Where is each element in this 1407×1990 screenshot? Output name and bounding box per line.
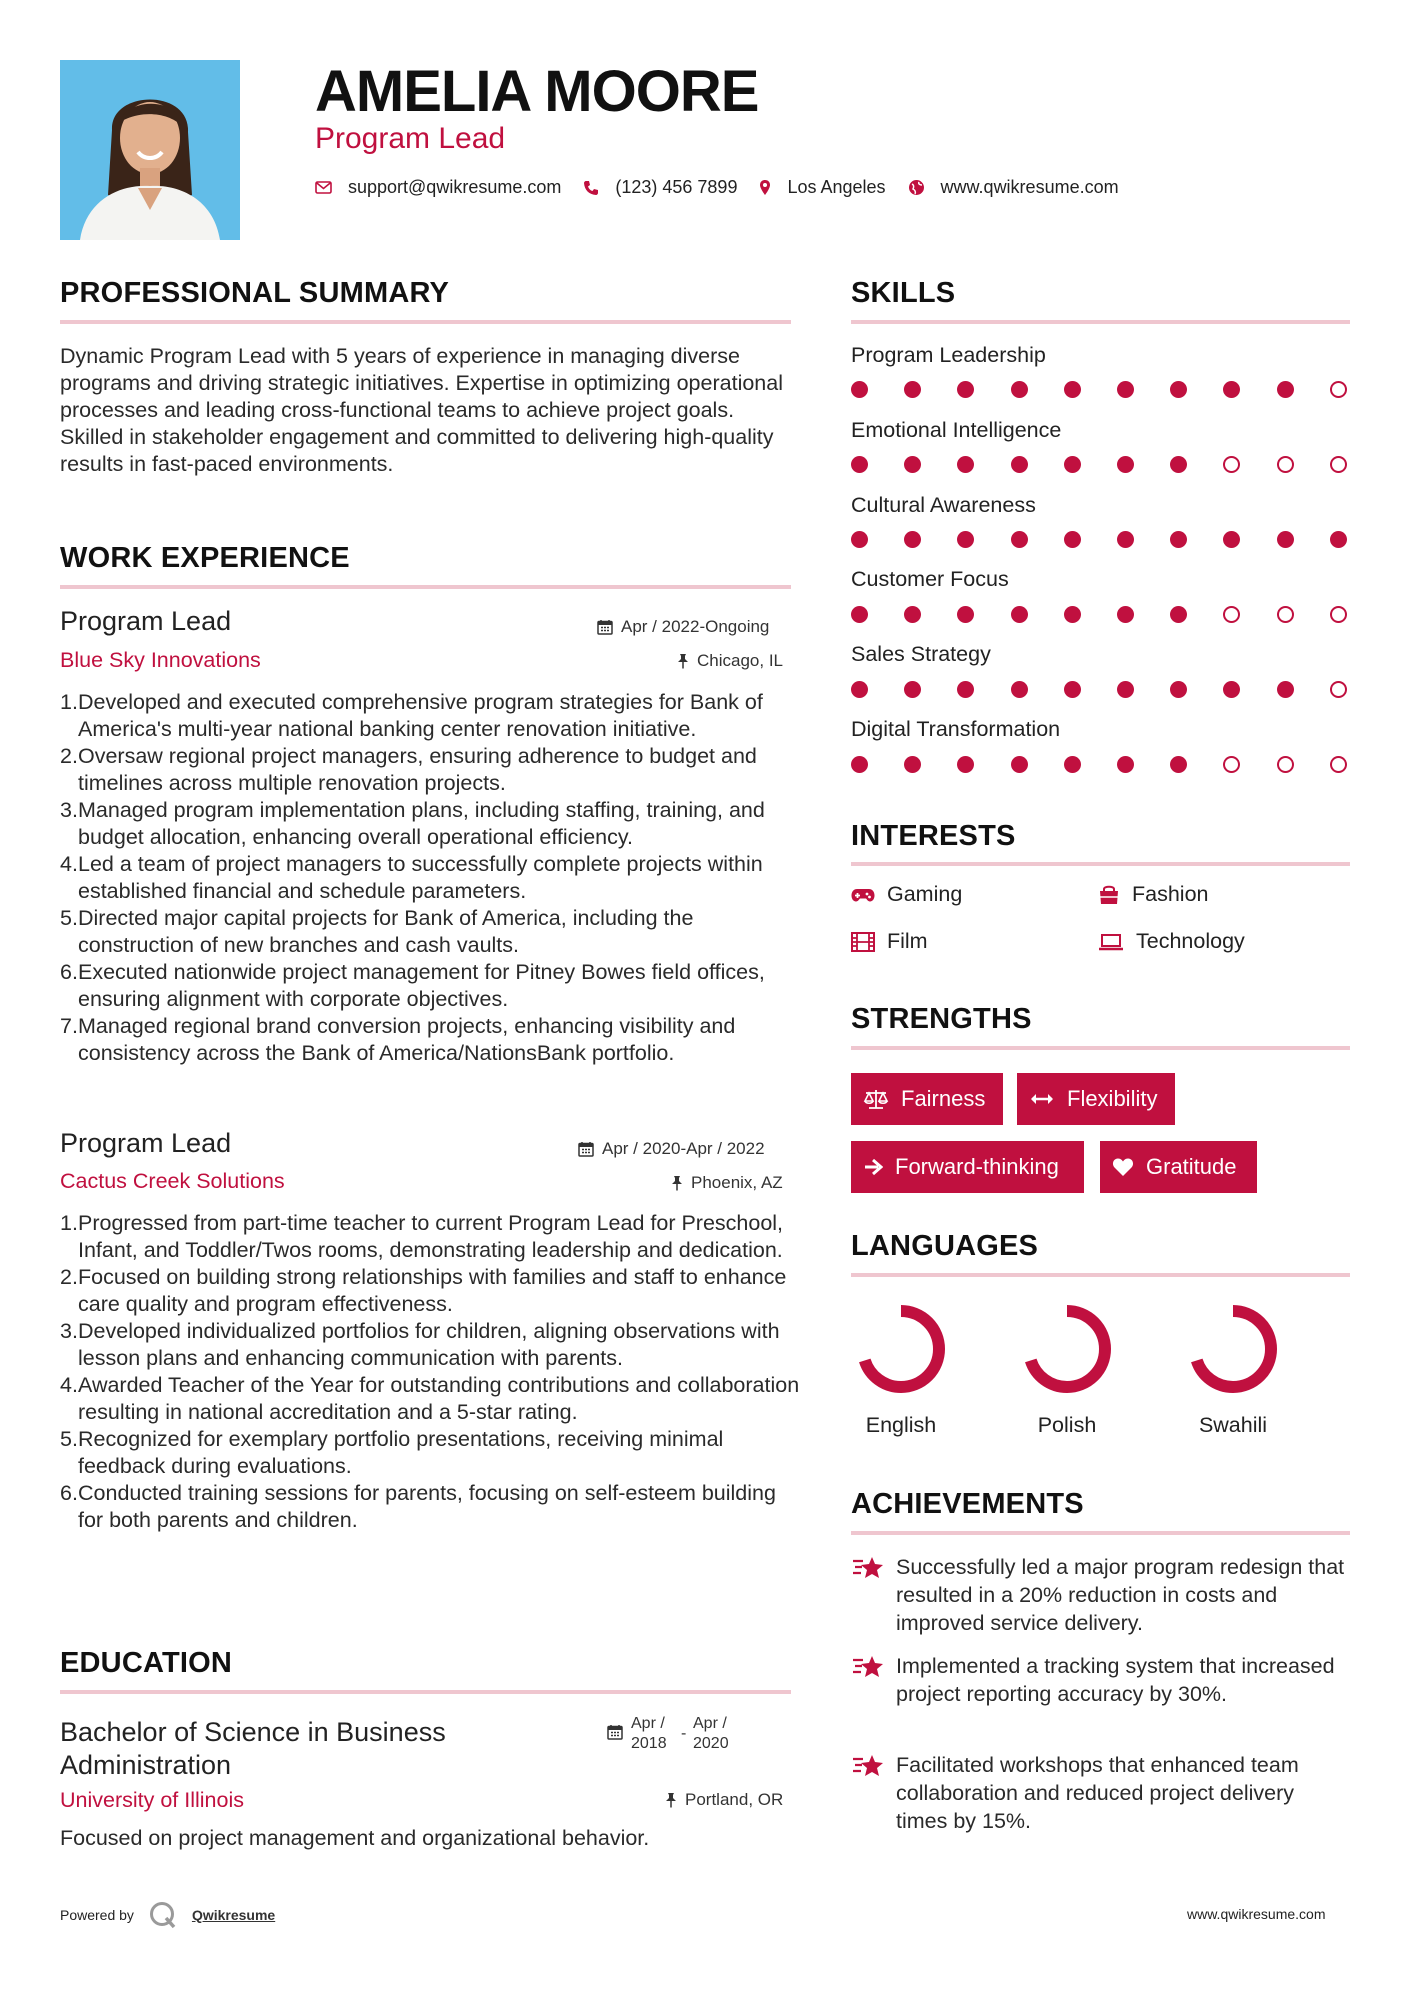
skill-dot-empty (1223, 756, 1240, 773)
language-item (1007, 1297, 1127, 1406)
skill-dot-filled (851, 756, 868, 773)
skill-dot-filled (1117, 756, 1134, 773)
strength-badge: Gratitude (1100, 1141, 1257, 1193)
skill-dot-empty (1277, 456, 1294, 473)
skill-dot-filled (1117, 381, 1134, 398)
skill-dot-filled (1011, 756, 1028, 773)
skill-dot-filled (1064, 681, 1081, 698)
skill-dot-filled (957, 456, 974, 473)
skill-label: Customer Focus (851, 567, 1009, 591)
laptop-icon (1098, 933, 1124, 951)
list-item: 5. Directed major capital projects for Bank of America, including the construction of new branches and cash vaults. (60, 906, 694, 957)
skill-dot-empty (1277, 756, 1294, 773)
skill-dot-filled (957, 606, 974, 623)
calendar-icon (607, 1724, 623, 1740)
section-heading-work: WORK EXPERIENCE (60, 542, 350, 574)
job-dates: Apr / 2020-Apr / 2022 (578, 1139, 765, 1159)
list-item: 5. Recognized for exemplary portfolio presentations, receiving minimal feedback during evaluations. (60, 1427, 724, 1478)
contact-bar (315, 177, 1141, 198)
shooting-star-icon (851, 1751, 896, 1835)
skill-dot-filled (1330, 531, 1347, 548)
calendar-icon (597, 619, 613, 635)
language-item (1173, 1297, 1293, 1406)
skill-dot-filled (1064, 456, 1081, 473)
skill-dot-filled (1064, 606, 1081, 623)
job-bullets (60, 1210, 800, 1534)
list-item: 3. Managed program implementation plans, including staffing, training, and budget allocation, enhancing overall operational efficiency. (60, 798, 765, 849)
skill-label: Emotional Intelligence (851, 418, 1062, 442)
skill-label: Digital Transformation (851, 717, 1061, 741)
skill-dot-empty (1330, 606, 1347, 623)
skill-dot-filled (957, 381, 974, 398)
section-divider (60, 585, 791, 589)
summary-text: Dynamic Program Lead with 5 years of experience in managing diverse programs and driving strategic initiatives. Expertise in optimizing operational processes and leading cross-functional teams to achieve project goals. Skilled in stakeholder engagement and committed to delivering high-quality results in fast-paced environments. (60, 344, 783, 476)
candidate-name: AMELIA MOORE (315, 59, 759, 124)
skill-dot-filled (1277, 381, 1294, 398)
skill-dot-filled (1170, 531, 1187, 548)
globe-icon (908, 179, 925, 196)
skill-dot-filled (1117, 606, 1134, 623)
strength-badge: Fairness (851, 1073, 1003, 1125)
list-item: 6. Conducted training sessions for parents, focusing on self-esteem building for both parents and children. (60, 1481, 776, 1532)
skill-label: Cultural Awareness (851, 493, 1036, 517)
skill-dot-filled (1170, 381, 1187, 398)
job-bullets (60, 689, 800, 1067)
language-gauge (841, 1297, 961, 1401)
envelope-icon (315, 181, 332, 194)
section-divider (851, 320, 1350, 324)
skill-dot-filled (1170, 756, 1187, 773)
list-item: 6. Executed nationwide project management for Pitney Bowes field offices, ensuring alignment with corporate objectives. (60, 960, 765, 1011)
language-label: English (865, 1413, 937, 1437)
list-item: 4. Led a team of project managers to successfully complete projects within established financial and schedule parameters. (60, 852, 763, 903)
language-gauge (1173, 1297, 1293, 1401)
contact-location (759, 177, 885, 198)
education-description: Focused on project management and organizational behavior. (60, 1826, 650, 1850)
shooting-star-icon (851, 1652, 896, 1708)
skill-dot-filled (1011, 381, 1028, 398)
language-gauge-arc (1029, 1311, 1105, 1387)
interest-item-technology: Technology (1098, 929, 1245, 954)
achievement-item: Facilitated workshops that enhanced team collaboration and reduced project delivery times by 15%. (851, 1751, 1351, 1835)
skill-dot-filled (1223, 381, 1240, 398)
section-heading-strengths: STRENGTHS (851, 1003, 1032, 1035)
contact-website[interactable] (908, 177, 1119, 198)
education-location: Portland, OR (665, 1790, 783, 1810)
skill-dot-filled (904, 756, 921, 773)
skill-dot-filled (1223, 531, 1240, 548)
list-item: 2. Focused on building strong relationships with families and staff to enhance care quality and program effectiveness. (60, 1265, 787, 1316)
skill-dot-empty (1277, 606, 1294, 623)
strength-badge: Forward-thinking (851, 1141, 1084, 1193)
section-heading-languages: LANGUAGES (851, 1230, 1039, 1262)
qwikresume-link[interactable]: Qwikresume (191, 1907, 276, 1923)
strength-badge: Flexibility (1017, 1073, 1175, 1125)
job-location: Phoenix, AZ (671, 1173, 783, 1193)
map-pin-icon (759, 179, 771, 196)
interest-item-film: Film (851, 929, 928, 954)
pushpin-icon (677, 653, 689, 669)
skill-dot-filled (957, 531, 974, 548)
interest-item-gaming: Gaming (851, 882, 962, 907)
job-title: Program Lead (60, 606, 232, 636)
skill-dot-filled (851, 681, 868, 698)
skill-dot-filled (1011, 606, 1028, 623)
skill-dot-filled (1011, 681, 1028, 698)
language-label: Swahili (1198, 1413, 1268, 1437)
skill-dot-filled (904, 456, 921, 473)
email-text: support@qwikresume.com (348, 177, 562, 197)
skill-dot-filled (904, 681, 921, 698)
scale-icon (863, 1088, 889, 1110)
skill-dot-filled (851, 606, 868, 623)
section-heading-achievements: ACHIEVEMENTS (851, 1488, 1084, 1520)
degree-title: Bachelor of Science in Business Administration (60, 1717, 446, 1780)
skill-dot-filled (1170, 606, 1187, 623)
skill-rating (851, 681, 1351, 701)
achievement-item: Implemented a tracking system that increased project reporting accuracy by 30%. (851, 1652, 1351, 1708)
job-company: Blue Sky Innovations (60, 648, 261, 672)
section-divider (851, 1531, 1350, 1535)
list-item: 1. Progressed from part-time teacher to current Program Lead for Preschool, Infant, and Toddler/Twos rooms, demonstrating leadership and dedication. (60, 1211, 784, 1262)
skill-dot-filled (1170, 681, 1187, 698)
skill-dot-filled (1277, 681, 1294, 698)
website-text: www.qwikresume.com (940, 177, 1119, 197)
interest-item-fashion: Fashion (1098, 882, 1209, 907)
section-heading-summary: PROFESSIONAL SUMMARY (60, 277, 450, 309)
language-item (841, 1297, 961, 1406)
footer-powered-by: Powered by Qwikresume (60, 1900, 275, 1930)
language-label: Polish (1037, 1413, 1097, 1437)
skill-label: Program Leadership (851, 343, 1046, 367)
skill-rating (851, 456, 1351, 476)
skill-dot-filled (904, 381, 921, 398)
job-company: Cactus Creek Solutions (60, 1169, 285, 1193)
job-title: Program Lead (60, 1128, 232, 1158)
pushpin-icon (665, 1792, 677, 1808)
footer-site[interactable]: www.qwikresume.com (1187, 1906, 1326, 1922)
section-divider (60, 320, 791, 324)
skill-rating (851, 381, 1351, 401)
section-divider (851, 1046, 1350, 1050)
skill-dot-filled (1011, 456, 1028, 473)
skill-dot-filled (1117, 456, 1134, 473)
language-gauge-arc (1195, 1311, 1271, 1387)
list-item: 3. Developed individualized portfolios for children, aligning observations with lesson plans and enhancing communication with parents. (60, 1319, 780, 1370)
skill-dot-empty (1330, 756, 1347, 773)
language-gauge (1007, 1297, 1127, 1401)
skill-dot-filled (904, 606, 921, 623)
skill-dot-empty (1223, 606, 1240, 623)
heart-icon (1112, 1157, 1134, 1177)
shooting-star-icon (851, 1553, 896, 1637)
job-location: Chicago, IL (677, 651, 783, 671)
job-dates: Apr / 2022-Ongoing (597, 617, 769, 637)
shopping-bag-icon (1098, 884, 1120, 906)
list-item: 1. Developed and executed comprehensive program strategies for Bank of America's multi-year national banking center renovation initiative. (60, 690, 763, 741)
arrow-right-icon (863, 1158, 883, 1176)
phone-icon (583, 180, 599, 196)
pushpin-icon (671, 1175, 683, 1191)
school-name: University of Illinois (60, 1788, 244, 1812)
skill-dot-filled (851, 531, 868, 548)
list-item: 7. Managed regional brand conversion projects, enhancing visibility and consistency across the Bank of America/NationsBank portfolio. (60, 1014, 736, 1065)
skill-dot-empty (1330, 381, 1347, 398)
skill-rating (851, 606, 1351, 626)
achievement-item: Successfully led a major program redesign that resulted in a 20% reduction in costs and improved service delivery. (851, 1553, 1351, 1637)
language-gauge-arc (863, 1311, 939, 1387)
candidate-title: Program Lead (315, 122, 506, 155)
skill-dot-filled (851, 381, 868, 398)
skill-dot-empty (1223, 456, 1240, 473)
skill-dot-filled (957, 681, 974, 698)
skill-dot-filled (904, 531, 921, 548)
calendar-icon (578, 1141, 594, 1157)
list-item: 4. Awarded Teacher of the Year for outstanding contributions and collaboration resulting in national accreditation and a 5-star rating. (60, 1373, 800, 1424)
section-heading-skills: SKILLS (851, 277, 956, 309)
skill-dot-filled (1064, 756, 1081, 773)
skill-dot-filled (1011, 531, 1028, 548)
education-dates: Apr / 2018 - Apr / 2020 (607, 1714, 729, 1754)
qwikresume-logo-icon (148, 1900, 178, 1930)
skill-dot-filled (1170, 456, 1187, 473)
gamepad-icon (851, 887, 875, 903)
skill-rating (851, 531, 1351, 551)
skill-dot-empty (1330, 456, 1347, 473)
skill-dot-filled (957, 756, 974, 773)
skill-dot-filled (1117, 531, 1134, 548)
phone-text: (123) 456 7899 (615, 177, 738, 197)
contact-email[interactable] (315, 177, 561, 198)
contact-phone[interactable] (583, 177, 737, 198)
skill-dot-filled (851, 456, 868, 473)
skill-dot-filled (1223, 681, 1240, 698)
skill-rating (851, 756, 1351, 776)
skill-dot-empty (1330, 681, 1347, 698)
list-item: 2. Oversaw regional project managers, ensuring adherence to budget and timelines across multiple renovation projects. (60, 744, 757, 795)
section-heading-education: EDUCATION (60, 1647, 233, 1679)
skill-dot-filled (1064, 531, 1081, 548)
skill-dot-filled (1277, 531, 1294, 548)
skill-label: Sales Strategy (851, 642, 991, 666)
section-heading-interests: INTERESTS (851, 820, 1016, 852)
arrows-h-icon (1029, 1092, 1055, 1106)
skill-dot-filled (1064, 381, 1081, 398)
section-divider (851, 1273, 1350, 1277)
location-text: Los Angeles (787, 177, 886, 197)
profile-photo (60, 60, 240, 240)
section-divider (851, 862, 1350, 866)
section-divider (60, 1690, 791, 1694)
skill-dot-filled (1117, 681, 1134, 698)
film-icon (851, 932, 875, 952)
